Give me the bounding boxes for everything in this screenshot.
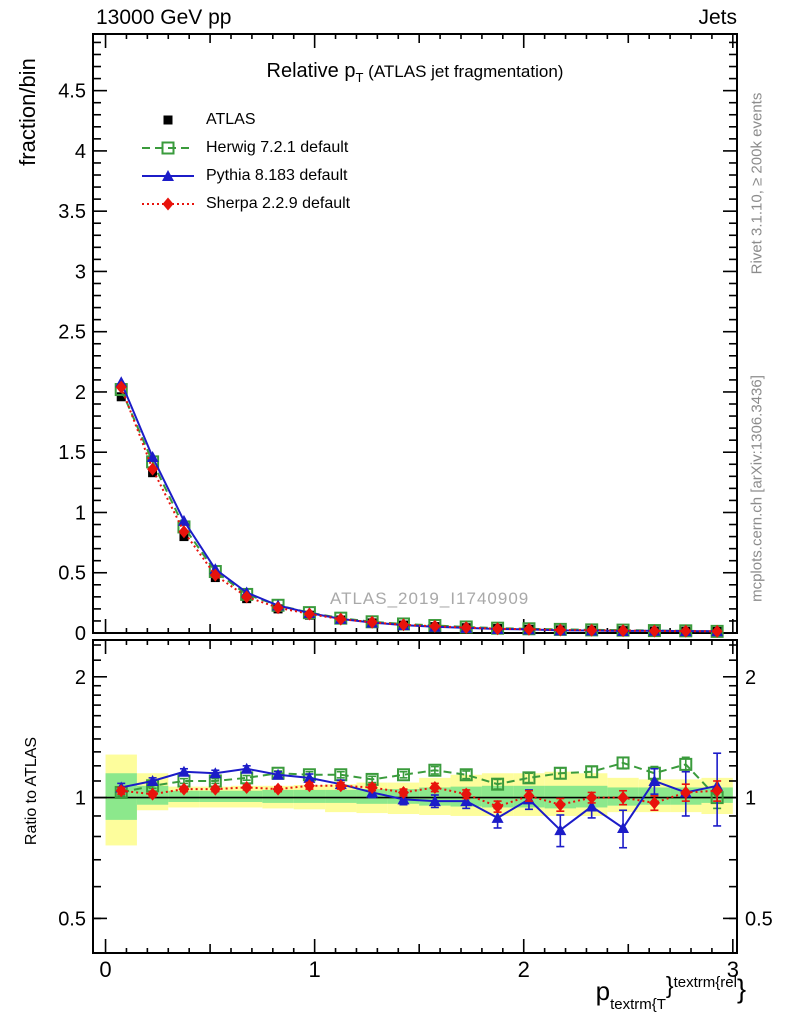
x-axis-label bbox=[595, 972, 746, 1013]
svg-text:1: 1 bbox=[745, 787, 757, 810]
x-label-brace1: } bbox=[665, 972, 674, 998]
svg-text:3: 3 bbox=[726, 957, 739, 982]
header-beam-energy: 13000 GeV pp bbox=[96, 6, 232, 29]
herwig-marker-icon bbox=[140, 138, 196, 158]
svg-text:0: 0 bbox=[74, 623, 86, 645]
x-label-brace2: } bbox=[736, 974, 746, 1004]
y-axis-label-main: fraction/bin bbox=[15, 58, 40, 166]
svg-text:0.5: 0.5 bbox=[745, 908, 773, 931]
svg-text:0: 0 bbox=[99, 957, 112, 982]
plot-title-main: Relative p bbox=[266, 60, 356, 82]
svg-text:1: 1 bbox=[308, 957, 321, 982]
pythia-marker-icon bbox=[140, 166, 196, 186]
x-label-sub: textrm{T bbox=[610, 996, 666, 1013]
svg-text:0.5: 0.5 bbox=[58, 908, 86, 931]
plot-title-rest: (ATLAS jet fragmentation) bbox=[363, 62, 564, 81]
legend-label: Pythia 8.183 default bbox=[206, 167, 348, 184]
legend-item-herwig bbox=[140, 134, 350, 162]
x-label-base: p bbox=[595, 976, 611, 1006]
svg-text:1: 1 bbox=[74, 502, 86, 525]
legend-item-atlas bbox=[140, 106, 350, 134]
svg-text:1: 1 bbox=[74, 787, 86, 810]
svg-text:0.5: 0.5 bbox=[58, 562, 86, 585]
y-axis-label-ratio: Ratio to ATLAS bbox=[23, 736, 40, 846]
x-label-sup: textrm{rel bbox=[673, 974, 737, 991]
plot-title bbox=[93, 60, 737, 85]
svg-text:3.5: 3.5 bbox=[58, 201, 86, 224]
legend-item-sherpa bbox=[140, 190, 350, 218]
mcplots-arxiv-note: mcplots.cern.ch [arXiv:1306.3436] bbox=[748, 375, 766, 602]
svg-text:3: 3 bbox=[74, 261, 86, 284]
svg-text:4.5: 4.5 bbox=[58, 80, 86, 103]
svg-text:2.5: 2.5 bbox=[58, 321, 86, 344]
svg-text:2: 2 bbox=[745, 666, 757, 689]
svg-text:1.5: 1.5 bbox=[58, 442, 86, 465]
svg-text:2: 2 bbox=[74, 381, 86, 404]
legend-label: Sherpa 2.2.9 default bbox=[206, 195, 351, 212]
svg-text:4: 4 bbox=[74, 140, 86, 163]
svg-text:2: 2 bbox=[74, 666, 86, 689]
analysis-id-watermark: ATLAS_2019_I1740909 bbox=[330, 589, 530, 608]
legend-label: ATLAS bbox=[206, 111, 256, 128]
sherpa-marker-icon bbox=[140, 194, 196, 214]
atlas-marker-icon bbox=[140, 110, 196, 130]
header-analysis-group: Jets bbox=[698, 6, 737, 29]
svg-text:2: 2 bbox=[517, 957, 530, 982]
legend bbox=[140, 106, 350, 218]
legend-item-pythia bbox=[140, 162, 350, 190]
legend-label: Herwig 7.2.1 default bbox=[206, 139, 349, 156]
rivet-version-note: Rivet 3.1.10, ≥ 200k events bbox=[748, 92, 766, 275]
plot-title-subscript: T bbox=[355, 70, 364, 85]
